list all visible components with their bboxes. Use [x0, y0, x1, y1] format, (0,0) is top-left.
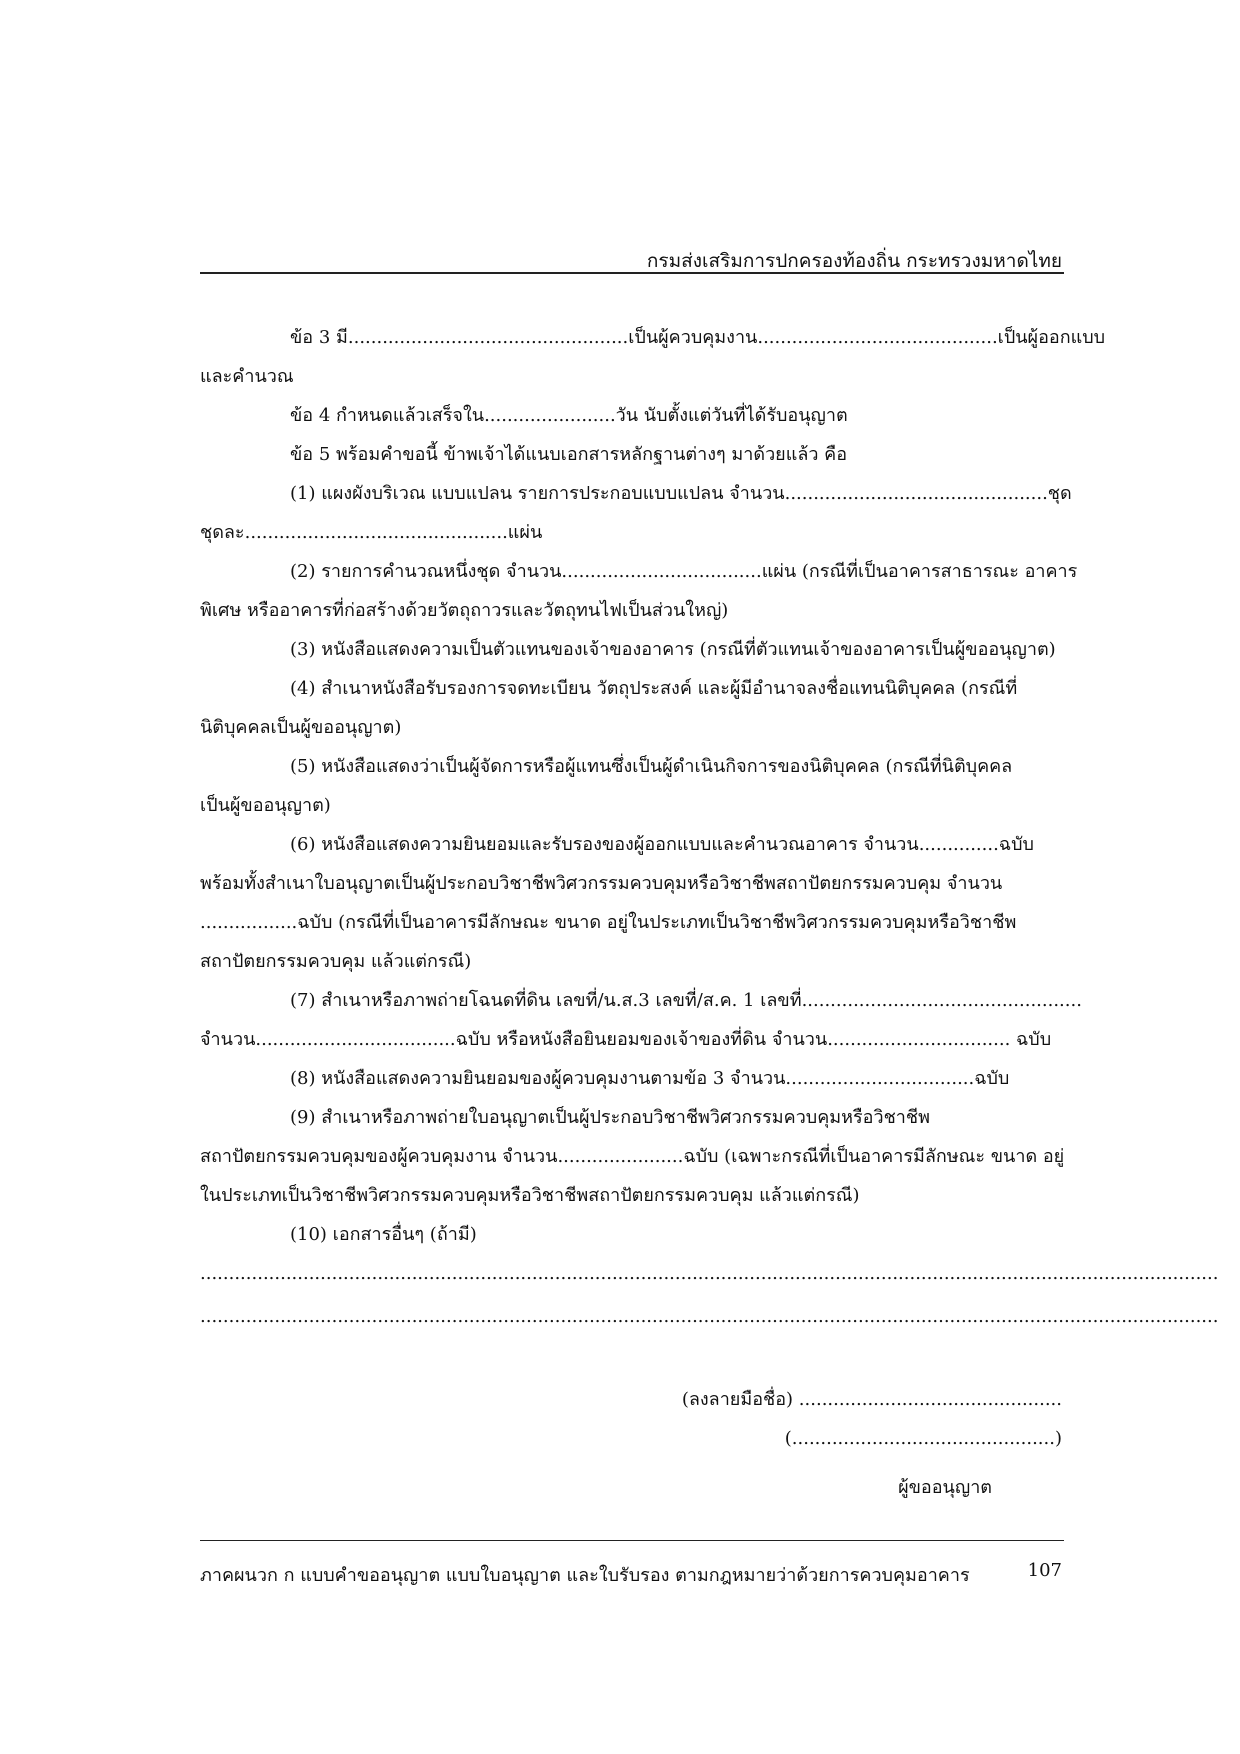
item-5-continuation: เป็นผู้ขออนุญาต)	[200, 795, 331, 816]
blank-dotted-line-1: ..................................................................................................................................................................................	[200, 1263, 1219, 1284]
blank-dotted-line-2: ..................................................................................................................................................................................	[200, 1306, 1219, 1327]
page-footer: ภาคผนวก ก แบบคำขออนุญาต แบบใบอนุญาต และใบรับรอง ตามกฎหมายว่าด้วยการควบคุมอาคาร	[200, 1565, 970, 1586]
header-rule	[200, 272, 1064, 274]
clause-4-line: ข้อ 4 กำหนดแล้วเสร็จใน.......................วัน นับตั้งแต่วันที่ได้รับอนุญาต	[290, 405, 848, 426]
item-2-line: (2) รายการคำนวณหนึ่งชุด จำนวน...................................แผ่น (กรณีที่เป็นอาคารสาธารณะ อาคาร	[290, 561, 1078, 582]
item-6-line: (6) หนังสือแสดงความยินยอมและรับรองของผู้ออกแบบและคำนวณอาคาร จำนวน..............ฉบับ	[290, 834, 1034, 855]
item-1-continuation: ชุดละ..............................................แผ่น	[200, 522, 543, 543]
item-2-continuation: พิเศษ หรืออาคารที่ก่อสร้างด้วยวัตถุถาวรและวัตถุทนไฟเป็นส่วนใหญ่)	[200, 600, 729, 621]
signature-line: (ลงลายมือชื่อ) ..............................................	[681, 1389, 1062, 1410]
item-6-continuation-1: พร้อมทั้งสำเนาใบอนุญาตเป็นผู้ประกอบวิชาชีพวิศวกรรมควบคุมหรือวิชาชีพสถาปัตยกรรมควบคุม จำนวน	[200, 873, 1003, 894]
item-6-continuation-3: สถาปัตยกรรมควบคุม แล้วแต่กรณี)	[200, 951, 472, 972]
footer-rule	[200, 1540, 1064, 1541]
item-5-line: (5) หนังสือแสดงว่าเป็นผู้จัดการหรือผู้แทนซึ่งเป็นผู้ดำเนินกิจการของนิติบุคคล (กรณีที่นิติบุคคล	[290, 756, 1013, 777]
item-9-line: (9) สำเนาหรือภาพถ่ายใบอนุญาตเป็นผู้ประกอบวิชาชีพวิศวกรรมควบคุมหรือวิชาชีพ	[290, 1107, 930, 1128]
item-10-line: (10) เอกสารอื่นๆ (ถ้ามี)	[290, 1224, 477, 1245]
item-6-continuation-2: .................ฉบับ (กรณีที่เป็นอาคารมีลักษณะ ขนาด อยู่ในประเภทเป็นวิชาชีพวิศวกรรมควบคุมหรือวิชาชีพ	[200, 912, 1017, 933]
signature-name-line: (..............................................)	[784, 1428, 1062, 1449]
item-1-line: (1) แผงผังบริเวณ แบบแปลน รายการประกอบแบบแปลน จำนวน..............................................ชุด	[290, 483, 1072, 504]
clause-3-line: ข้อ 3 มี.................................................เป็นผู้ควบคุมงาน..........................................เป็นผู้ออกแบบ	[290, 327, 1106, 348]
page-header: กรมส่งเสริมการปกครองท้องถิ่น กระทรวงมหาดไทย	[646, 250, 1062, 272]
item-4-continuation: นิติบุคคลเป็นผู้ขออนุญาต)	[200, 717, 402, 738]
item-9-continuation-2: ในประเภทเป็นวิชาชีพวิศวกรรมควบคุมหรือวิชาชีพสถาปัตยกรรมควบคุม แล้วแต่กรณี)	[200, 1185, 860, 1206]
page-number: 107	[1027, 1560, 1062, 1581]
form-body	[200, 318, 1219, 1340]
item-4-line: (4) สำเนาหนังสือรับรองการจดทะเบียน วัตถุประสงค์ และผู้มีอำนาจลงชื่อแทนนิติบุคคล (กรณีที่	[290, 678, 1018, 699]
signature-role: ผู้ขออนุญาต	[898, 1477, 992, 1498]
item-8-line: (8) หนังสือแสดงความยินยอมของผู้ควบคุมงานตามข้อ 3 จำนวน.................................ฉบับ	[290, 1068, 1010, 1089]
item-3-line: (3) หนังสือแสดงความเป็นตัวแทนของเจ้าของอาคาร (กรณีที่ตัวแทนเจ้าของอาคารเป็นผู้ขออนุญาต)	[290, 639, 1056, 660]
clause-5-line: ข้อ 5 พร้อมคำขอนี้ ข้าพเจ้าได้แนบเอกสารหลักฐานต่างๆ มาด้วยแล้ว คือ	[290, 444, 848, 465]
item-7-continuation: จำนวน...................................ฉบับ หรือหนังสือยินยอมของเจ้าของที่ดิน จำนวน................................ ฉบับ	[200, 1029, 1052, 1050]
clause-3-continuation: และคำนวณ	[200, 366, 294, 387]
item-7-line: (7) สำเนาหรือภาพถ่ายโฉนดที่ดิน เลขที่/น.ส.3 เลขที่/ส.ค. 1 เลขที่.................................................	[290, 990, 1082, 1011]
item-9-continuation-1: สถาปัตยกรรมควบคุมของผู้ควบคุมงาน จำนวน......................ฉบับ (เฉพาะกรณีที่เป็นอาคารมีลักษณะ ขนาด อยู่	[200, 1146, 1065, 1167]
